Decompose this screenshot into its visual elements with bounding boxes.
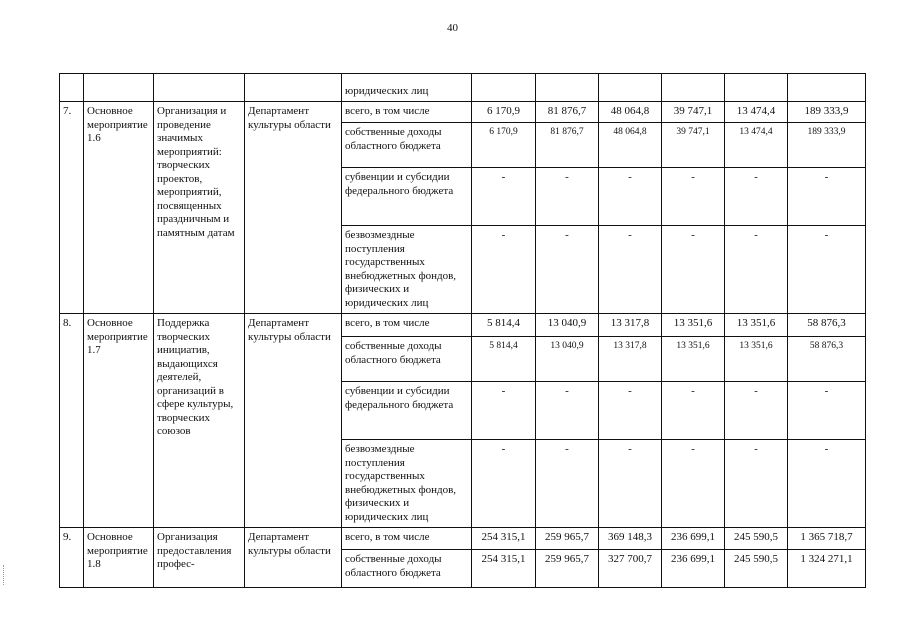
- value-cell: -: [788, 382, 866, 440]
- value-cell: -: [725, 168, 788, 226]
- value-cell: 1 324 271,1: [788, 550, 866, 588]
- empty-cell: [599, 74, 662, 102]
- value-cell: -: [599, 382, 662, 440]
- value-cell: 81 876,7: [536, 123, 599, 168]
- funding-source: собственные доходы областного бюджета: [342, 550, 472, 588]
- value-cell: -: [662, 226, 725, 314]
- funding-source: собственные доходы областного бюджета: [342, 337, 472, 382]
- value-cell: 13 317,8: [599, 314, 662, 337]
- measure-name: Основное мероприятие 1.8: [84, 528, 154, 588]
- value-cell: -: [788, 440, 866, 528]
- value-cell: 13 474,4: [725, 123, 788, 168]
- empty-cell: [662, 74, 725, 102]
- value-cell: 48 064,8: [599, 123, 662, 168]
- value-cell: 6 170,9: [472, 123, 536, 168]
- value-cell: 13 040,9: [536, 314, 599, 337]
- measure-name: Основное мероприятие 1.7: [84, 314, 154, 528]
- value-cell: -: [725, 382, 788, 440]
- table-row: [60, 528, 866, 550]
- value-cell: 13 351,6: [662, 337, 725, 382]
- value-cell: -: [725, 226, 788, 314]
- value-cell: 13 351,6: [725, 337, 788, 382]
- value-cell: -: [788, 226, 866, 314]
- value-cell: -: [599, 440, 662, 528]
- table-row: [60, 102, 866, 123]
- empty-cell: [245, 74, 342, 102]
- value-cell: 39 747,1: [662, 102, 725, 123]
- value-cell: 13 351,6: [662, 314, 725, 337]
- value-cell: 81 876,7: [536, 102, 599, 123]
- measure-description: Организация и проведение значимых мероприятий: творческих проектов, мероприятий, посвященных праздничным и памятным датам: [154, 102, 245, 314]
- measure-index: 9.: [60, 528, 84, 588]
- value-cell: 13 317,8: [599, 337, 662, 382]
- measure-index: 7.: [60, 102, 84, 314]
- empty-cell: [84, 74, 154, 102]
- funding-source: всего, в том числе: [342, 314, 472, 337]
- funding-source: субвенции и субсидии федерального бюджета: [342, 168, 472, 226]
- value-cell: 13 351,6: [725, 314, 788, 337]
- measure-description: Поддержка творческих инициатив, выдающихся деятелей, организаций в сфере культуры, творческих союзов: [154, 314, 245, 528]
- value-cell: -: [536, 440, 599, 528]
- value-cell: -: [536, 168, 599, 226]
- value-cell: 39 747,1: [662, 123, 725, 168]
- value-cell: 245 590,5: [725, 550, 788, 588]
- funding-source: собственные доходы областного бюджета: [342, 123, 472, 168]
- value-cell: -: [536, 382, 599, 440]
- value-cell: 13 040,9: [536, 337, 599, 382]
- value-cell: 369 148,3: [599, 528, 662, 550]
- value-cell: 58 876,3: [788, 314, 866, 337]
- value-cell: 236 699,1: [662, 550, 725, 588]
- value-cell: -: [662, 440, 725, 528]
- funding-source: субвенции и субсидии федерального бюджета: [342, 382, 472, 440]
- value-cell: -: [472, 168, 536, 226]
- value-cell: -: [472, 440, 536, 528]
- empty-cell: [788, 74, 866, 102]
- value-cell: -: [725, 440, 788, 528]
- value-cell: 189 333,9: [788, 123, 866, 168]
- value-cell: 245 590,5: [725, 528, 788, 550]
- page-number: 40: [447, 22, 458, 34]
- funding-source: безвозмездные поступления государственных внебюджетных фондов, физических и юридических лиц: [342, 440, 472, 528]
- value-cell: 58 876,3: [788, 337, 866, 382]
- funding-table: [59, 73, 866, 588]
- value-cell: 236 699,1: [662, 528, 725, 550]
- measure-executor: Департамент культуры области: [245, 102, 342, 314]
- value-cell: 13 474,4: [725, 102, 788, 123]
- measure-index: 8.: [60, 314, 84, 528]
- table-row: [60, 314, 866, 337]
- empty-cell: [154, 74, 245, 102]
- measure-executor: Департамент культуры области: [245, 528, 342, 588]
- value-cell: 259 965,7: [536, 528, 599, 550]
- value-cell: 254 315,1: [472, 550, 536, 588]
- value-cell: 48 064,8: [599, 102, 662, 123]
- value-cell: 6 170,9: [472, 102, 536, 123]
- measure-executor: Департамент культуры области: [245, 314, 342, 528]
- value-cell: -: [662, 168, 725, 226]
- empty-cell: [725, 74, 788, 102]
- value-cell: 254 315,1: [472, 528, 536, 550]
- value-cell: 327 700,7: [599, 550, 662, 588]
- value-cell: 259 965,7: [536, 550, 599, 588]
- value-cell: -: [599, 226, 662, 314]
- funding-source: юридических лиц: [342, 74, 472, 102]
- value-cell: -: [788, 168, 866, 226]
- empty-cell: [60, 74, 84, 102]
- measure-name: Основное мероприятие 1.6: [84, 102, 154, 314]
- empty-cell: [536, 74, 599, 102]
- table-row-continuation: [60, 74, 866, 102]
- value-cell: 5 814,4: [472, 337, 536, 382]
- value-cell: -: [662, 382, 725, 440]
- value-cell: -: [599, 168, 662, 226]
- empty-cell: [472, 74, 536, 102]
- funding-source: безвозмездные поступления государственных внебюджетных фондов, физических и юридических лиц: [342, 226, 472, 314]
- funding-source: всего, в том числе: [342, 102, 472, 123]
- value-cell: 189 333,9: [788, 102, 866, 123]
- funding-source: всего, в том числе: [342, 528, 472, 550]
- value-cell: -: [472, 226, 536, 314]
- measure-description: Организация предоставления профес-: [154, 528, 245, 588]
- value-cell: 1 365 718,7: [788, 528, 866, 550]
- value-cell: -: [536, 226, 599, 314]
- value-cell: -: [472, 382, 536, 440]
- value-cell: 5 814,4: [472, 314, 536, 337]
- scan-artifact-mark: [3, 565, 7, 585]
